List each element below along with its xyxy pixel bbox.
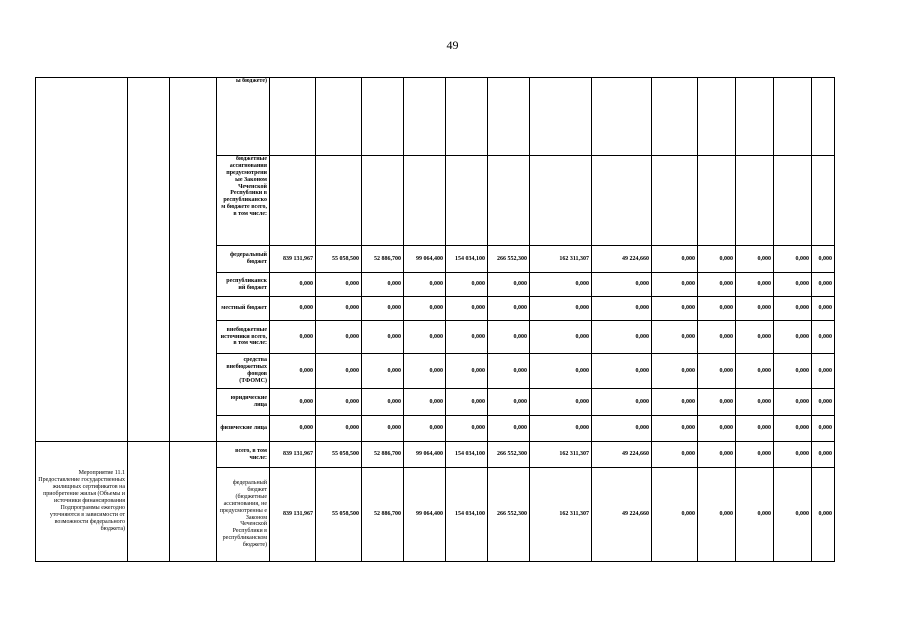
value-cell: [270, 156, 316, 246]
table-row: [36, 78, 835, 156]
value-cell: [446, 156, 488, 246]
value-cell: 0,000: [812, 354, 835, 389]
value-cell: 0,000: [404, 273, 446, 297]
value-cell: [652, 156, 698, 246]
value-cell: 839 131,967: [270, 442, 316, 468]
funding-source-label: физические лица: [217, 416, 270, 442]
value-cell: 52 886,700: [362, 246, 404, 273]
funding-source-label: средства внебюджетных фондов (ТФОМС): [217, 354, 270, 389]
value-cell: 266 552,300: [488, 246, 530, 273]
value-cell: 0,000: [774, 354, 812, 389]
value-cell: [812, 78, 835, 156]
value-cell: 0,000: [698, 442, 736, 468]
value-cell: 52 886,700: [362, 442, 404, 468]
value-cell: 154 034,100: [446, 246, 488, 273]
value-cell: 839 131,967: [270, 246, 316, 273]
value-cell: 0,000: [404, 354, 446, 389]
value-cell: 0,000: [592, 389, 652, 416]
value-cell: [316, 78, 362, 156]
page-number: 49: [446, 38, 459, 52]
value-cell: 0,000: [774, 468, 812, 562]
value-cell: 0,000: [774, 321, 812, 354]
table-row: [36, 442, 835, 468]
value-cell: 0,000: [488, 354, 530, 389]
value-cell: 0,000: [404, 389, 446, 416]
value-cell: 0,000: [698, 354, 736, 389]
value-cell: 0,000: [316, 297, 362, 321]
value-cell: 0,000: [736, 273, 774, 297]
value-cell: 162 311,307: [530, 246, 592, 273]
value-cell: 0,000: [812, 273, 835, 297]
value-cell: 0,000: [652, 273, 698, 297]
value-cell: 0,000: [736, 321, 774, 354]
funding-source-label: внебюджетные источники всего, в том числе:: [217, 321, 270, 354]
value-cell: [592, 78, 652, 156]
empty-cell: [36, 78, 128, 442]
value-cell: [270, 78, 316, 156]
value-cell: 154 034,100: [446, 468, 488, 562]
value-cell: 0,000: [270, 416, 316, 442]
value-cell: 0,000: [652, 442, 698, 468]
value-cell: 0,000: [774, 416, 812, 442]
value-cell: 0,000: [488, 416, 530, 442]
value-cell: 0,000: [488, 321, 530, 354]
value-cell: [488, 78, 530, 156]
value-cell: 0,000: [592, 273, 652, 297]
value-cell: 154 034,100: [446, 442, 488, 468]
value-cell: 0,000: [736, 442, 774, 468]
value-cell: [362, 156, 404, 246]
value-cell: [316, 156, 362, 246]
value-cell: 0,000: [530, 273, 592, 297]
value-cell: [736, 78, 774, 156]
value-cell: 0,000: [362, 354, 404, 389]
value-cell: 49 224,660: [592, 468, 652, 562]
value-cell: 0,000: [592, 297, 652, 321]
funding-source-label: местный бюджет: [217, 297, 270, 321]
value-cell: 0,000: [736, 354, 774, 389]
value-cell: 55 058,500: [316, 468, 362, 562]
funding-source-label: федеральный бюджет (бюджетные ассигнования, не предусмотренны е Законом Чеченской Республики в республиканском бюджете): [217, 468, 270, 562]
value-cell: 0,000: [592, 354, 652, 389]
value-cell: 0,000: [774, 442, 812, 468]
value-cell: 0,000: [812, 297, 835, 321]
value-cell: 0,000: [774, 389, 812, 416]
value-cell: 0,000: [316, 273, 362, 297]
value-cell: [362, 78, 404, 156]
value-cell: 0,000: [698, 321, 736, 354]
value-cell: 0,000: [652, 297, 698, 321]
value-cell: 0,000: [774, 273, 812, 297]
value-cell: [812, 156, 835, 246]
value-cell: 49 224,660: [592, 442, 652, 468]
value-cell: 0,000: [446, 354, 488, 389]
value-cell: [404, 78, 446, 156]
funding-source-label: всего, в том числе:: [217, 442, 270, 468]
value-cell: 0,000: [530, 354, 592, 389]
value-cell: [736, 156, 774, 246]
value-cell: [446, 78, 488, 156]
value-cell: 0,000: [812, 468, 835, 562]
empty-cell: [128, 78, 170, 442]
value-cell: 0,000: [698, 297, 736, 321]
value-cell: 0,000: [652, 321, 698, 354]
value-cell: 0,000: [812, 321, 835, 354]
value-cell: [530, 156, 592, 246]
value-cell: 0,000: [530, 321, 592, 354]
budget-table: [35, 77, 835, 562]
value-cell: 55 058,500: [316, 246, 362, 273]
empty-cell: [128, 442, 170, 562]
value-cell: 0,000: [812, 416, 835, 442]
value-cell: 839 131,967: [270, 468, 316, 562]
value-cell: 0,000: [652, 416, 698, 442]
value-cell: 0,000: [698, 273, 736, 297]
funding-source-label: федеральный бюджет: [217, 246, 270, 273]
value-cell: 0,000: [698, 416, 736, 442]
value-cell: [774, 156, 812, 246]
funding-source-label: ы бюджете): [217, 78, 270, 156]
value-cell: 0,000: [592, 416, 652, 442]
empty-cell: [170, 78, 217, 442]
value-cell: 0,000: [446, 416, 488, 442]
funding-source-label: бюджетные ассигнования предусмотрени ые Законом Чеченской Республики в республиканско м бюджете всего, в том числе:: [217, 156, 270, 246]
value-cell: 0,000: [488, 389, 530, 416]
value-cell: 55 058,500: [316, 442, 362, 468]
value-cell: 0,000: [270, 297, 316, 321]
value-cell: 0,000: [812, 442, 835, 468]
value-cell: 266 552,300: [488, 468, 530, 562]
value-cell: 0,000: [592, 321, 652, 354]
value-cell: 99 064,400: [404, 246, 446, 273]
value-cell: 0,000: [270, 273, 316, 297]
value-cell: 0,000: [652, 354, 698, 389]
value-cell: 0,000: [774, 246, 812, 273]
value-cell: 162 311,307: [530, 442, 592, 468]
value-cell: 0,000: [270, 321, 316, 354]
value-cell: 0,000: [488, 297, 530, 321]
value-cell: 0,000: [736, 416, 774, 442]
value-cell: 0,000: [362, 297, 404, 321]
value-cell: 0,000: [736, 246, 774, 273]
funding-source-label: юридические лица: [217, 389, 270, 416]
value-cell: 0,000: [404, 416, 446, 442]
value-cell: [698, 156, 736, 246]
value-cell: 52 886,700: [362, 468, 404, 562]
value-cell: [592, 156, 652, 246]
value-cell: 0,000: [316, 354, 362, 389]
value-cell: 0,000: [530, 416, 592, 442]
value-cell: 0,000: [446, 321, 488, 354]
value-cell: 0,000: [774, 297, 812, 321]
value-cell: [774, 78, 812, 156]
value-cell: [488, 156, 530, 246]
value-cell: 0,000: [270, 389, 316, 416]
value-cell: 0,000: [316, 389, 362, 416]
value-cell: 0,000: [736, 468, 774, 562]
value-cell: 0,000: [316, 321, 362, 354]
value-cell: 0,000: [652, 246, 698, 273]
value-cell: 0,000: [652, 468, 698, 562]
empty-cell: [170, 442, 217, 562]
value-cell: 0,000: [530, 297, 592, 321]
funding-source-label: республиканск ий бюджет: [217, 273, 270, 297]
value-cell: 99 064,400: [404, 442, 446, 468]
value-cell: 266 552,300: [488, 442, 530, 468]
value-cell: 0,000: [446, 389, 488, 416]
value-cell: 0,000: [446, 297, 488, 321]
value-cell: 0,000: [446, 273, 488, 297]
value-cell: 0,000: [404, 297, 446, 321]
value-cell: [530, 78, 592, 156]
value-cell: 0,000: [736, 389, 774, 416]
value-cell: 0,000: [404, 321, 446, 354]
value-cell: 0,000: [530, 389, 592, 416]
value-cell: 0,000: [698, 389, 736, 416]
value-cell: 0,000: [270, 354, 316, 389]
value-cell: [652, 78, 698, 156]
value-cell: 0,000: [362, 273, 404, 297]
value-cell: 0,000: [652, 389, 698, 416]
event-title: Мероприятие 11.1 Предоставление государственных жилищных сертификатов на приобретение жилья (Объемы и источники финансирования Подпрограммы ежегодно уточняются в зависимости от возможности федерального бюджета): [36, 442, 128, 562]
value-cell: 49 224,660: [592, 246, 652, 273]
value-cell: 162 311,307: [530, 468, 592, 562]
value-cell: 0,000: [488, 273, 530, 297]
value-cell: 0,000: [812, 389, 835, 416]
value-cell: 0,000: [812, 246, 835, 273]
value-cell: 0,000: [362, 416, 404, 442]
value-cell: 0,000: [362, 389, 404, 416]
value-cell: 99 064,400: [404, 468, 446, 562]
value-cell: 0,000: [316, 416, 362, 442]
value-cell: 0,000: [698, 468, 736, 562]
value-cell: [698, 78, 736, 156]
value-cell: [404, 156, 446, 246]
value-cell: 0,000: [736, 297, 774, 321]
value-cell: 0,000: [362, 321, 404, 354]
value-cell: 0,000: [698, 246, 736, 273]
